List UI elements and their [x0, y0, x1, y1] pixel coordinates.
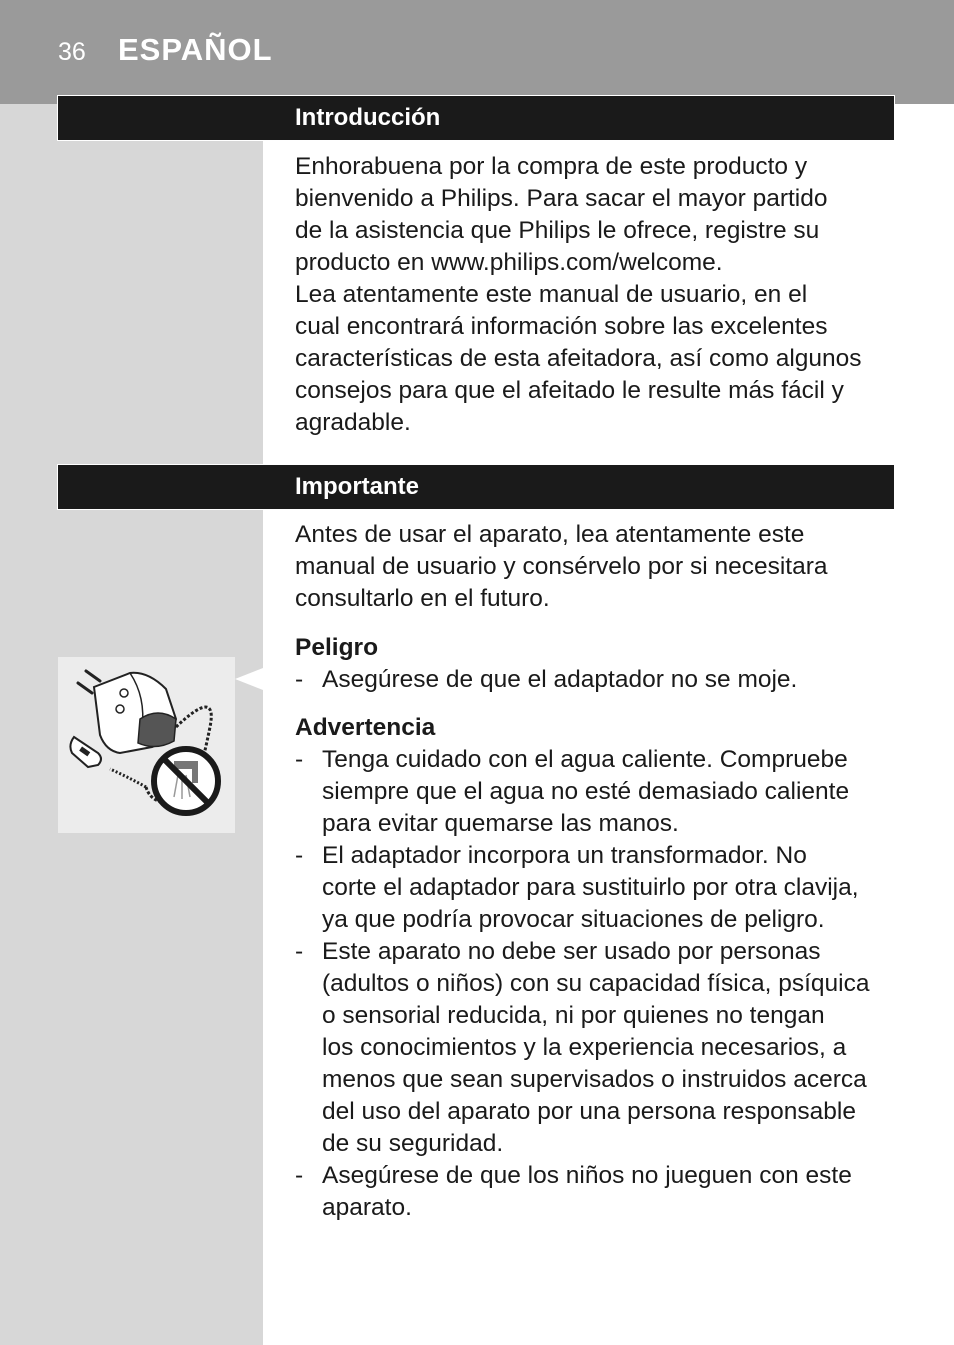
- important-line: consultarlo en el futuro.: [295, 585, 550, 612]
- important-body: [295, 519, 895, 615]
- bullet-dash: -: [295, 666, 304, 693]
- item-line: menos que sean supervisados o instruidos acerca: [322, 1066, 867, 1093]
- adapter-illustration: [58, 657, 235, 833]
- item-line: El adaptador incorpora un transformador. No: [322, 842, 807, 869]
- adapter-no-water-icon: [58, 657, 235, 833]
- item-line: (adultos o niños) con su capacidad física, psíquica: [322, 970, 870, 997]
- intro-line: agradable.: [295, 409, 411, 436]
- bullet-dash: -: [295, 1162, 304, 1189]
- item-line: Tenga cuidado con el agua caliente. Compruebe: [322, 746, 848, 773]
- item-line: Asegúrese de que el adaptador no se moje.: [322, 666, 798, 693]
- intro-line: Enhorabuena por la compra de este producto y: [295, 153, 808, 180]
- danger-block: [295, 632, 895, 696]
- item-line: ya que podría provocar situaciones de peligro.: [322, 906, 825, 933]
- item-line: los conocimientos y la experiencia necesarios, a: [322, 1034, 847, 1061]
- important-line: Antes de usar el aparato, lea atentamente este: [295, 521, 805, 548]
- intro-body: [295, 151, 895, 439]
- bullet-dash: -: [295, 842, 304, 869]
- item-line: aparato.: [322, 1194, 412, 1221]
- item-line: Este aparato no debe ser usado por personas: [322, 938, 821, 965]
- warning-item: [295, 744, 895, 840]
- intro-line: consejos para que el afeitado le resulte más fácil y: [295, 377, 844, 404]
- item-line: corte el adaptador para sustituirlo por otra clavija,: [322, 874, 859, 901]
- warning-heading: Advertencia: [295, 714, 436, 741]
- intro-line: Lea atentamente este manual de usuario, en el: [295, 281, 808, 308]
- important-line: manual de usuario y consérvelo por si necesitara: [295, 553, 828, 580]
- warning-item: [295, 936, 895, 1160]
- warning-item: [295, 840, 895, 936]
- warning-block: [295, 712, 895, 1224]
- page-number: 36: [58, 38, 86, 66]
- section-header-important: [58, 465, 894, 509]
- intro-line: producto en www.philips.com/welcome.: [295, 249, 723, 276]
- illustration-pointer: [235, 668, 263, 690]
- intro-line: características de esta afeitadora, así como algunos: [295, 345, 862, 372]
- bullet-dash: -: [295, 938, 304, 965]
- item-line: para evitar quemarse las manos.: [322, 810, 679, 837]
- danger-item: [295, 664, 895, 696]
- item-line: siempre que el agua no esté demasiado caliente: [322, 778, 850, 805]
- warning-item: [295, 1160, 895, 1224]
- item-line: de su seguridad.: [322, 1130, 504, 1157]
- section-header-intro: [58, 96, 894, 140]
- language-title: ESPAÑOL: [118, 32, 273, 67]
- item-line: del uso del aparato por una persona responsable: [322, 1098, 856, 1125]
- intro-line: bienvenido a Philips. Para sacar el mayor partido: [295, 185, 828, 212]
- item-line: Asegúrese de que los niños no jueguen con este: [322, 1162, 852, 1189]
- bullet-dash: -: [295, 746, 304, 773]
- section-title-important: Importante: [295, 473, 420, 500]
- danger-heading: Peligro: [295, 634, 379, 661]
- intro-line: cual encontrará información sobre las excelentes: [295, 313, 828, 340]
- intro-line: de la asistencia que Philips le ofrece, registre su: [295, 217, 820, 244]
- section-title-intro: Introducción: [295, 104, 441, 131]
- item-line: o sensorial reducida, ni por quienes no tengan: [322, 1002, 825, 1029]
